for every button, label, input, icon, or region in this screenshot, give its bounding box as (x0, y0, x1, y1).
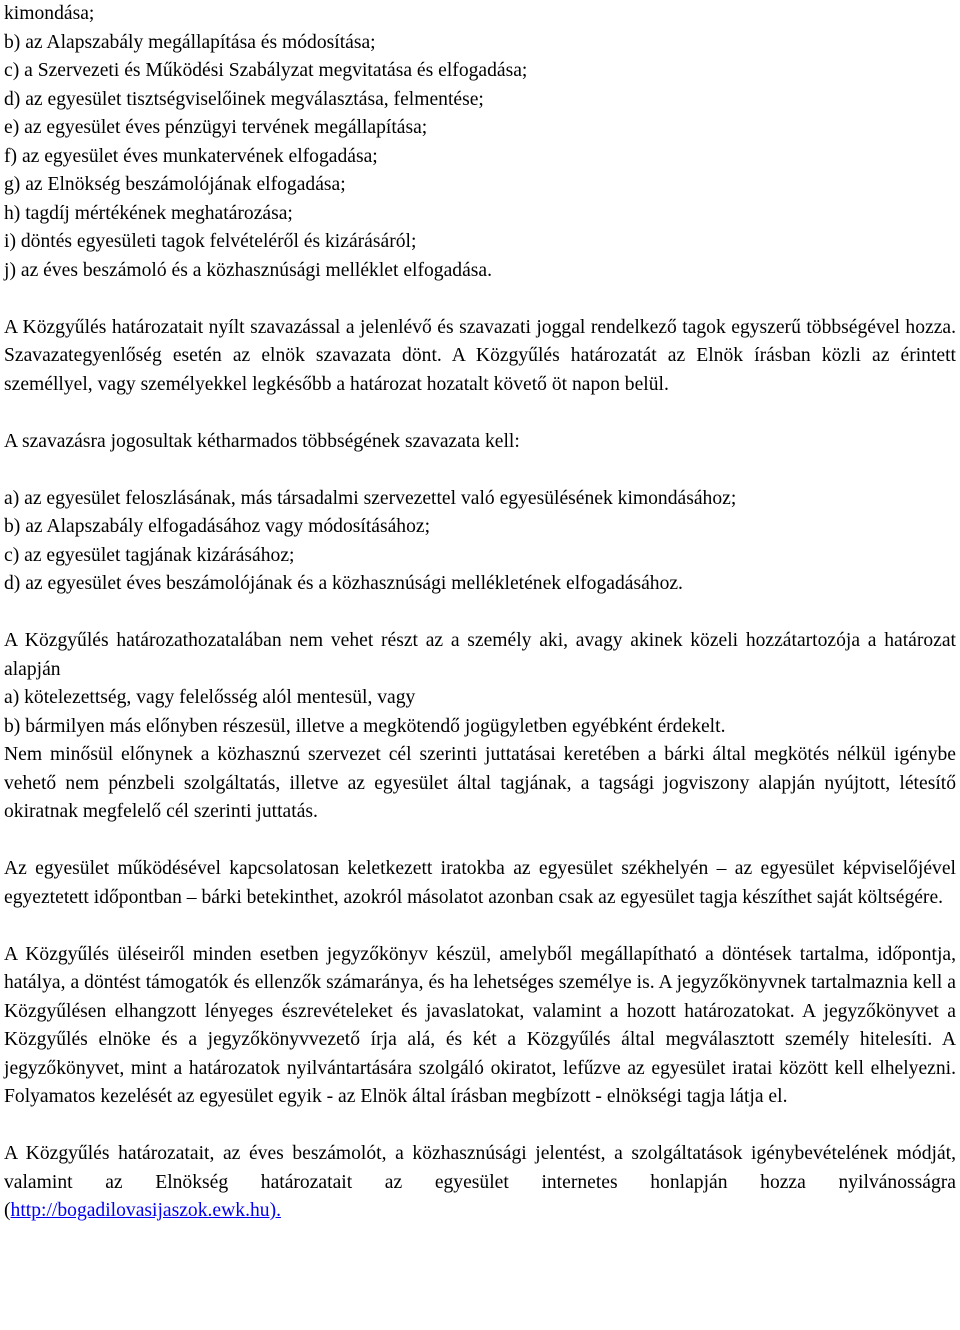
list-item: d) az egyesület éves beszámolójának és a közhasznúsági mellékletének elfogadásához. (4, 573, 683, 594)
list-item: b) bármilyen más előnyben részesül, illetve a megkötendő jogügyletben egyébként érdekelt. (4, 715, 726, 737)
paragraph-two-thirds: A szavazásra jogosultak kétharmados többségének szavazata kell: (4, 430, 520, 452)
paragraph-spacer (4, 456, 956, 485)
list-item: c) az egyesület tagjának kizárásához; (4, 544, 295, 566)
list-two-thirds (4, 485, 956, 599)
paragraph-benefit: Nem minősül előnynek a közhasznú szervezet cél szerinti juttatásai keretében a bárki által megkötés nélkül igénybe vehető nem pénzbeli szolgáltatás, illetve az egyesület által tagjának, a tagsági jogviszony alapján nyújtott, létesítő okiratnak megfelelő cél szerinti juttatás. (4, 744, 956, 822)
list-item: j) az éves beszámoló és a közhasznúsági melléklet elfogadása. (4, 259, 493, 281)
list-item: f) az egyesület éves munkatervének elfogadása; (4, 145, 378, 167)
paragraph-publication (4, 1140, 956, 1226)
paragraph-voting: A Közgyűlés határozatait nyílt szavazással a jelenlévő és szavazati joggal rendelkező tagok egyszerű többségével hozza. Szavazategyenlőség esetén az elnök szavazata dönt. A Közgyűlés határozatát az Elnök írásban közli az érintett személlyel, vagy személyekkel legkésőbb a határozat hozatalt követő öt napon belül. (4, 316, 956, 395)
paragraph-spacer (4, 399, 956, 428)
paragraph-documents: Az egyesület működésével kapcsolatosan keletkezett iratokba az egyesület székhelyén – az egyesület képviselőjével egyeztetett időpontban – bárki betekinthet, azokról másolatot azonban csak az egyesület tagja készíthet saját költségére. (4, 858, 956, 908)
list-item: i) döntés egyesületi tagok felvételéről és kizárásáról; (4, 231, 417, 252)
list-item: d) az egyesület tisztségviselőinek megválasztása, felmentése; (4, 88, 484, 110)
list-item: kimondása; (4, 3, 95, 24)
list-item: h) tagdíj mértékének meghatározása; (4, 202, 293, 224)
paragraph-spacer (4, 827, 956, 856)
paragraph-spacer (4, 599, 956, 628)
list-item: a) az egyesület feloszlásának, más társadalmi szervezettel való egyesülésének kimondásához; (4, 487, 737, 509)
paragraph-spacer (4, 285, 956, 314)
publication-text: A Közgyűlés határozatait, az éves beszámolót, a közhasznúsági jelentést, a szolgáltatások igénybevételének módját, valamint az Elnökség határozatait az egyesület internetes honlapján hozza nyilvánosságra ( (4, 1143, 956, 1221)
paragraph-exclusion: A Közgyűlés határozathozatalában nem vehet részt az a személy aki, avagy akinek közeli hozzátartozója a határozat alapján (4, 630, 956, 680)
list-item: b) az Alapszabály elfogadásához vagy módosításához; (4, 516, 431, 537)
list-item: e) az egyesület éves pénzügyi tervének megállapítása; (4, 117, 428, 138)
document-page (4, 0, 956, 1226)
list-item: g) az Elnökség beszámolójának elfogadása; (4, 174, 346, 195)
list-item: c) a Szervezeti és Működési Szabályzat megvitatása és elfogadása; (4, 60, 528, 81)
list-exclusion (4, 684, 956, 741)
paragraph-spacer (4, 912, 956, 941)
list-item: b) az Alapszabály megállapítása és módosítása; (4, 31, 376, 53)
list-agm-powers (4, 0, 956, 285)
website-link[interactable]: http://bogadilovasijaszok.ewk.hu). (10, 1200, 281, 1221)
list-item: a) kötelezettség, vagy felelősség alól mentesül, vagy (4, 687, 416, 708)
paragraph-minutes: A Közgyűlés üléseiről minden esetben jegyzőkönyv készül, amelyből megállapítható a döntések tartalma, időpontja, hatálya, a döntést támogatók és ellenzők számaránya, és ha lehetséges személye is. A jegyzőkönyvnek tartalmaznia kell a Közgyűlésen elhangzott lényeges észrevételeket és javaslatokat, valamint a hozott határozatokat. A jegyzőkönyvet a Közgyűlés elnöke és a jegyzőkönyvvezető írja alá, és két a Közgyűlés által megválasztott személy hitelesíti. A jegyzőkönyvet, mint a határozatok nyilvántartására szolgáló okiratot, lefűzve az egyesület iratai között kell elhelyezni. Folyamatos kezelését az egyesület egyik - az Elnök által írásban megbízott - elnökségi tagja látja el. (4, 943, 956, 1107)
paragraph-spacer (4, 1112, 956, 1141)
